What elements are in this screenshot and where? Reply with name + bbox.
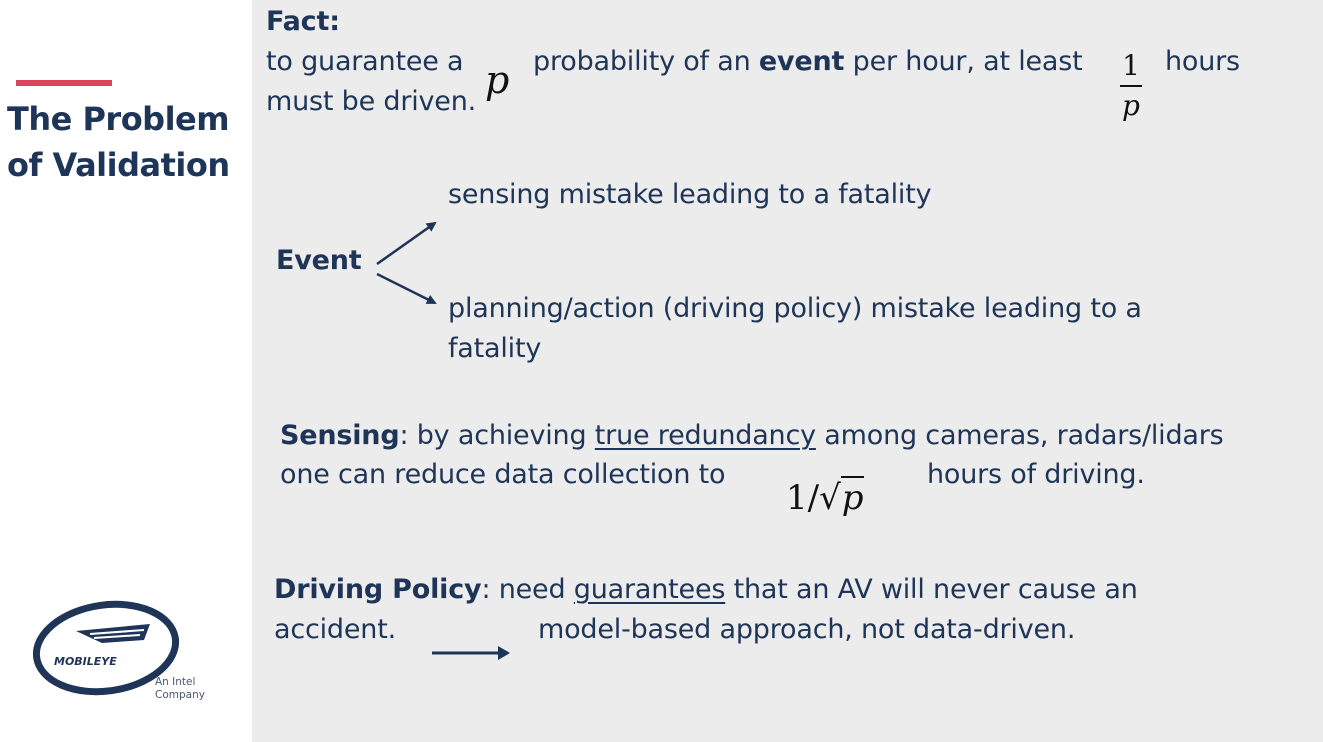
logo-subtitle <box>155 676 205 702</box>
sensing-line2: one can reduce data collection to <box>280 459 726 490</box>
fact-text-b <box>533 46 1083 77</box>
event-branch-planning-line2: fatality <box>448 333 542 364</box>
fact-event-word: event <box>758 46 845 77</box>
policy-text-a: : need <box>481 574 566 605</box>
sensing-text-c: hours of driving. <box>927 459 1145 490</box>
fact-frac-bar <box>1120 85 1142 87</box>
event-branch-sensing: sensing mistake leading to a fatality <box>448 179 932 210</box>
fact-text-d: hours <box>1165 46 1240 77</box>
fact-frac-num: 1 <box>1122 49 1140 82</box>
sensing-text-a: : by achieving <box>399 420 587 451</box>
fact-text-b-part: probability of an <box>533 46 751 77</box>
event-label: Event <box>276 245 362 276</box>
fact-line2: must be driven. <box>266 86 477 117</box>
sensing-formula-p: p <box>841 478 864 518</box>
policy-text-b: that an AV will never cause an <box>733 574 1138 605</box>
policy-label: Driving Policy <box>274 574 482 605</box>
fact-frac-den: p <box>1122 89 1140 122</box>
policy-underline: guarantees <box>573 574 726 605</box>
sensing-formula-one: 1/ <box>786 478 820 518</box>
logo-sub-line2: Company <box>155 689 205 701</box>
title-line-1: The Problem <box>7 100 230 138</box>
title-line-2: of Validation <box>7 146 230 184</box>
slide-title <box>7 96 230 188</box>
fact-text-c: per hour, at least <box>852 46 1083 77</box>
sensing-formula <box>786 478 864 518</box>
sensing-text-b: among cameras, radars/lidars <box>824 420 1224 451</box>
slide-content <box>252 0 1323 742</box>
policy-line1 <box>274 574 1138 605</box>
accent-bar <box>16 80 112 86</box>
fact-fraction <box>1116 50 1146 122</box>
fact-var-p: p <box>485 58 510 102</box>
policy-conclusion: model-based approach, not data-driven. <box>538 614 1076 645</box>
logo-sub-line1: An Intel <box>155 676 196 688</box>
sensing-line1 <box>280 420 1224 451</box>
fact-text-a: to guarantee a <box>266 46 464 77</box>
policy-arrow-icon <box>252 0 253 1</box>
policy-line2: accident. <box>274 614 396 645</box>
sensing-label: Sensing <box>280 420 400 451</box>
sidebar <box>0 0 252 742</box>
fact-heading: Fact: <box>266 6 340 37</box>
sqrt-symbol: √ <box>819 478 841 518</box>
logo-text: MOBILEYE <box>54 655 117 668</box>
sensing-underline: true redundancy <box>594 420 816 451</box>
event-branch-planning-line1: planning/action (driving policy) mistake leading to a <box>448 293 1142 324</box>
